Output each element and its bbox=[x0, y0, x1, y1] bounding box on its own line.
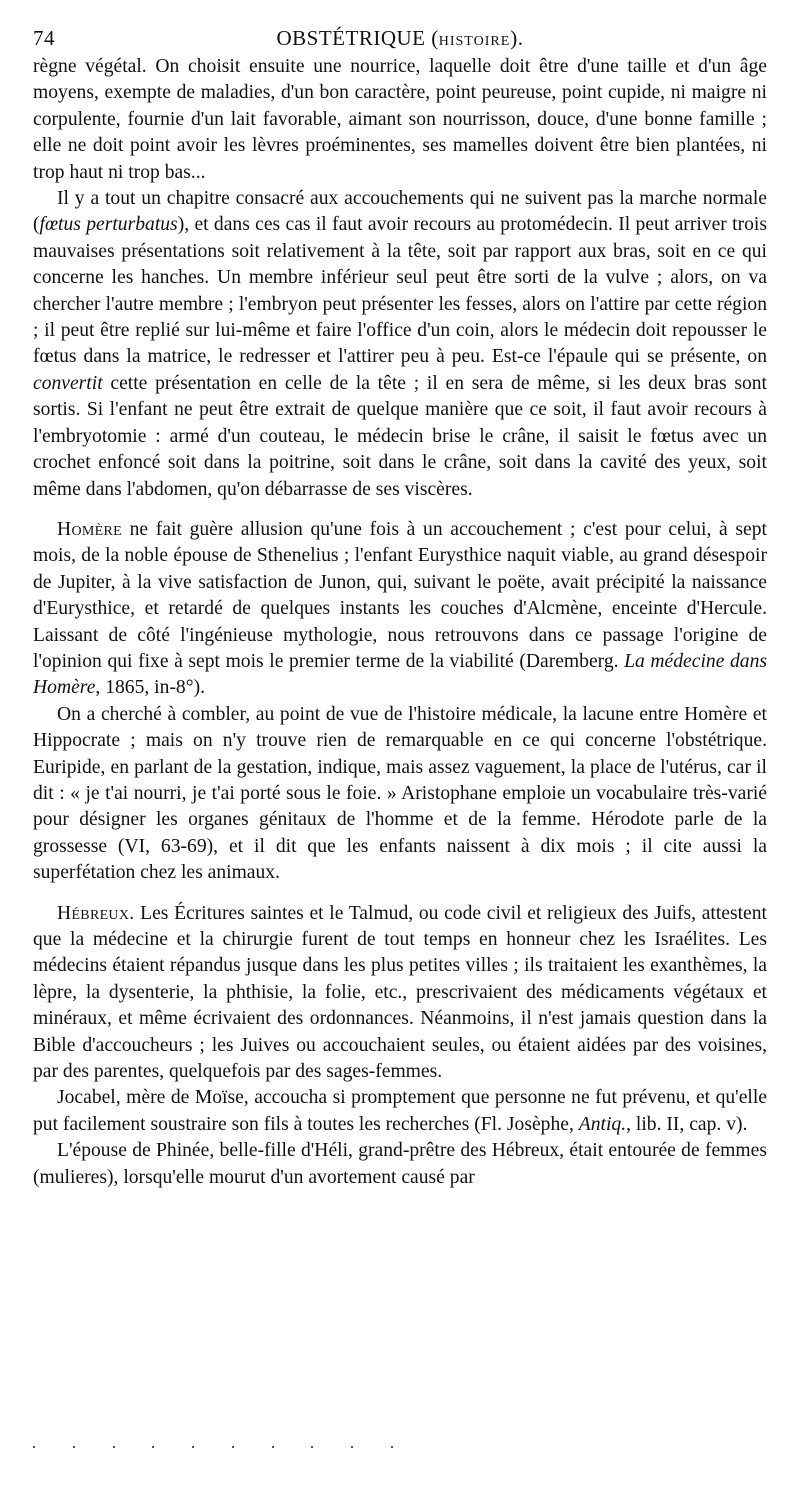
page-number: 74 bbox=[33, 26, 55, 50]
paragraph-3-name: Homère bbox=[57, 518, 122, 540]
paragraph-6-italic: Antiq. bbox=[578, 1113, 627, 1135]
paragraph-3-italic: La médecine dans Homère bbox=[33, 650, 767, 699]
paragraph-2 bbox=[33, 186, 767, 503]
running-head-main: OBSTÉTRIQUE ( bbox=[276, 26, 439, 50]
paragraph-2-italic-1: fœtus perturbatus bbox=[39, 214, 178, 236]
running-head bbox=[33, 26, 767, 51]
paragraph-2-text-a: Il y a tout un chapitre consacré aux accouchements qui ne suivent pas la marche normale ( bbox=[33, 188, 767, 236]
paragraph-2-italic-2: convertit bbox=[33, 372, 103, 394]
paragraph-3 bbox=[33, 517, 767, 702]
paragraph-6-text-a: Jocabel, mère de Moïse, accoucha si promptement que personne ne fut prévenu, et qu'elle put facilement soustraire son fils à toutes les recherches (Fl. Josèphe, bbox=[33, 1087, 767, 1135]
paragraph-3-text-b: , 1865, in-8°). bbox=[95, 677, 205, 699]
paragraph-1: règne végétal. On choisit ensuite une nourrice, laquelle doit être d'une taille et d'un âge moyens, exempte de maladies, d'un bon caractère, point peureuse, point cupide, ni maigre ni corpulente, fournie d'un lait favorable, aimant son nourrisson, douce, d'une bonne famille ; elle ne doit point avoir les lèvres proéminentes, ses mamelles doivent être bien plantées, ni trop haut ni trop bas... bbox=[33, 56, 767, 183]
paragraph-3-text-a: ne fait guère allusion qu'une fois à un accouchement ; c'est pour celui, à sept mois, de la noble épouse de Sthenelius ; l'enfant Eurysthice naquit viable, au grand désespoir de Jupiter, à la vive satisfaction de Junon, qui, suivant le poëte, avait précipité la naissance d'Eurysthice, et retardé de quelques instants les couches d'Alcmène, enceinte d'Hercule. Laissant de côté l'ingénieuse mythologie, nous retrouvons dans ce passage l'origine de l'opinion qui fixe à sept mois le premier terme de la viabilité (Daremberg. bbox=[33, 518, 767, 672]
paragraph-5-text: Les Écritures saintes et le Talmud, ou code civil et religieux des Juifs, attestent que la médecine et la chirurgie furent de tout temps en honneur chez les Israélites. Les médecins étaient répandus jusque dans les plus petites villes ; ils traitaient les exanthèmes, la lèpre, la dysenterie, la phthisie, la folie, etc., prescrivaient des médicaments végétaux et minéraux, et même écrivaient des ordonnances. Néanmoins, il n'est jamais question dans la Bible d'accoucheurs ; les Juives ou accouchaient seules, ou étaient aidées par des voisines, par des parentes, quelquefois par des sages-femmes. bbox=[33, 902, 767, 1083]
paragraph-5 bbox=[33, 901, 767, 1086]
footer-dots bbox=[33, 1446, 393, 1450]
paragraph-5-name: Hébreux. bbox=[57, 902, 135, 924]
paragraph-4: On a cherché à combler, au point de vue de l'histoire médicale, la lacune entre Homère et Hippocrate ; mais on n'y trouve rien de remarquable en ce qui concerne l'obstétrique. Euripide, en parlant de la gestation, indique, mais assez vaguement, la place de l'utérus, car il dit : « je t'ai nourri, je t'ai porté sous le foie. » Aristophane emploie un vocabulaire très-varié pour désigner les organes génitaux de l'homme et de la femme. Hérodote parle de la grossesse (VI, 63-69), et il dit que les enfants naissent à dix mois ; il cite aussi la superfétation chez les animaux. bbox=[33, 703, 767, 884]
paragraph-6-text-b: , lib. II, cap. v). bbox=[626, 1113, 748, 1135]
body-text bbox=[33, 54, 767, 1191]
running-head-section: HISTOIRE bbox=[438, 34, 511, 49]
page-header bbox=[33, 22, 767, 54]
page bbox=[33, 22, 767, 1191]
paragraph-7: L'épouse de Phinée, belle-fille d'Héli, grand-prêtre des Hébreux, était entourée de femmes (mulieres), lorsqu'elle mourut d'un avortement causé par bbox=[33, 1140, 767, 1188]
paragraph-2-text-b: ), et dans ces cas il faut avoir recours au protomédecin. Il peut arriver trois mauvaises présentations soit relativement à la tête, soit par rapport aux bras, soit en ce qui concerne les hanches. Un membre inférieur seul peut être sorti de la vulve ; alors, on va chercher l'autre membre ; l'embryon peut présenter les fesses, alors on l'attire par cette région ; il peut être replié sur lui-même et faire l'office d'un coin, alors le médecin doit repousser le fœtus dans la matrice, le redresser et l'attirer peu à peu. Est-ce l'épaule qui se présente, on bbox=[33, 214, 767, 368]
paragraph-2-text-c: cette présentation en celle de la tête ; il en sera de même, si les deux bras sont sortis. Si l'enfant ne peut être extrait de quelque manière que ce soit, il faut avoir recours à l'embryotomie : armé d'un couteau, le médecin brise le crâne, il saisit le fœtus avec un crochet enfoncé soit dans la poitrine, soit dans le crâne, soit dans la cavité des yeux, soit même dans l'abdomen, qu'on débarrasse de ses viscères. bbox=[33, 372, 767, 500]
running-head-end: ). bbox=[510, 26, 524, 50]
paragraph-6 bbox=[33, 1085, 767, 1138]
